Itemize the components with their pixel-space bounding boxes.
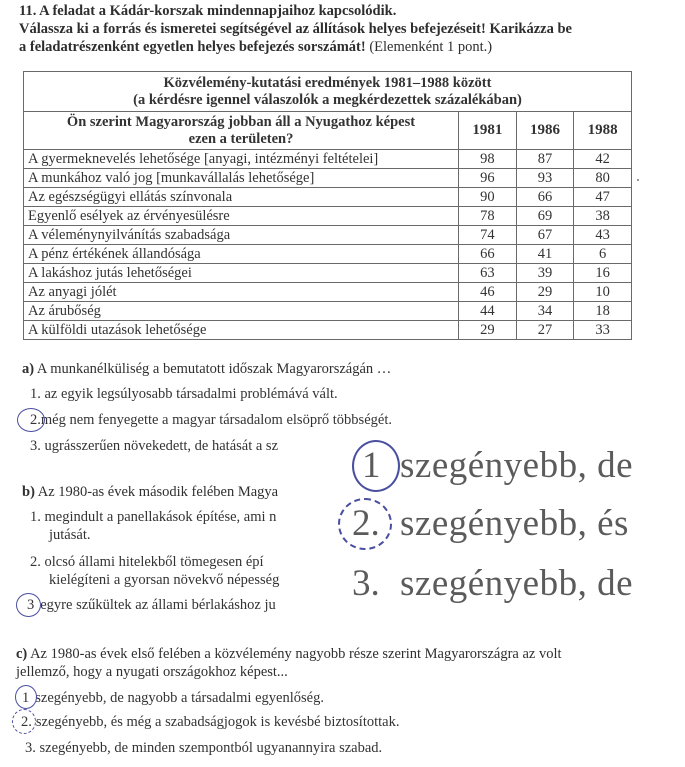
- row-value-1986: 66: [516, 188, 574, 207]
- option-text: olcsó állami hitelekből tömegesen épí: [40, 554, 264, 570]
- option-text: szegényebb, de nagyobb a társadalmi egyenlőség.: [35, 690, 324, 706]
- row-value-1981: 98: [459, 150, 517, 169]
- row-label: A véleménynyilvánítás szabadsága: [24, 226, 459, 245]
- option-text: az egyik legsúlyosabb társadalmi problémává vált.: [40, 386, 338, 402]
- option-number: 2.: [21, 714, 32, 730]
- option-c-3[interactable]: [25, 739, 382, 757]
- option-c-2[interactable]: [21, 713, 399, 731]
- zoom-option-text: szegényebb, és: [400, 503, 629, 544]
- option-number: 1: [22, 690, 30, 706]
- question-header: [24, 112, 459, 150]
- task-instruction-line: [19, 38, 572, 56]
- option-b-2[interactable]: [30, 553, 279, 589]
- answer-circle-mark: [15, 685, 37, 709]
- answer-circle-mark: [16, 593, 41, 617]
- row-value-1986: 29: [516, 283, 574, 302]
- zoom-dashed-circle: [338, 498, 392, 550]
- row-value-1986: 39: [516, 264, 574, 283]
- task-title: 11. A feladat a Kádár-korszak mindennapjaihoz kapcsolódik.: [19, 3, 397, 19]
- zoom-option-text: szegényebb, de: [400, 563, 634, 604]
- question-stem-text: jellemző, hogy a nyugati országokhoz képest...: [16, 664, 288, 680]
- zoom-option-text: szegényebb, de: [400, 445, 634, 486]
- question-stem-text: A munkanélküliség a bemutatott időszak Magyarországán …: [34, 361, 392, 377]
- question-letter: a): [22, 361, 35, 377]
- question-a-stem: [22, 360, 391, 378]
- table-row: [24, 264, 632, 283]
- option-text: szegényebb, és még a szabadságjogok is kevésbé biztosítottak.: [35, 714, 400, 730]
- row-label: Az árubőség: [24, 302, 459, 321]
- row-value-1981: 96: [459, 169, 517, 188]
- row-label: Az anyagi jólét: [24, 283, 459, 302]
- row-value-1988: 80: [574, 169, 632, 188]
- row-value-1986: 27: [516, 321, 574, 340]
- table-header-row: [24, 112, 632, 150]
- row-value-1988: 16: [574, 264, 632, 283]
- zoom-option-number: 1: [362, 445, 381, 486]
- question-letter: b): [22, 484, 35, 500]
- table-row: [24, 321, 632, 340]
- row-label: A gyermeknevelés lehetősége [anyagi, intézményi feltételei]: [24, 150, 459, 169]
- option-text-continued: kielégíteni a gyorsan növekvő népesség: [49, 572, 280, 588]
- row-value-1986: 67: [516, 226, 574, 245]
- table-row: [24, 302, 632, 321]
- option-c-1[interactable]: [22, 689, 324, 707]
- task-instruction-line: Válassza ki a forrás és ismeretei segítségével az állítások helyes befejezéseit! Karikázza be: [19, 21, 572, 37]
- row-value-1986: 87: [516, 150, 574, 169]
- table-row: [24, 245, 632, 264]
- zoom-option-number: 2.: [352, 503, 380, 544]
- row-label: A pénz értékének állandósága: [24, 245, 459, 264]
- option-number: 1.: [30, 509, 41, 525]
- option-text: egyre szűkültek az állami bérlakáshoz ju: [40, 597, 276, 613]
- row-value-1981: 63: [459, 264, 517, 283]
- question-letter: c): [16, 646, 28, 662]
- option-number: 2.: [30, 554, 41, 570]
- table-title-row: [24, 72, 632, 112]
- option-a-3[interactable]: [30, 437, 278, 455]
- option-text: ugrásszerűen növekedett, de hatását a sz: [40, 438, 279, 454]
- table-row: [24, 169, 632, 188]
- zoom-answer-circle: [352, 440, 400, 492]
- year-header: 1981: [459, 112, 517, 150]
- option-text: megindult a panellakások építése, ami n: [40, 509, 277, 525]
- row-value-1981: 66: [459, 245, 517, 264]
- table-title-line: Közvélemény-kutatási eredmények 1981–1988 között: [163, 75, 492, 91]
- row-label: A munkához való jog [munkavállalás lehetősége]: [24, 169, 459, 188]
- row-value-1986: 34: [516, 302, 574, 321]
- option-number: 1.: [30, 386, 41, 402]
- row-value-1981: 74: [459, 226, 517, 245]
- year-header: 1988: [574, 112, 632, 150]
- row-label: Egyenlő esélyek az érvényesülésre: [24, 207, 459, 226]
- table-row: [24, 207, 632, 226]
- row-label: A lakáshoz jutás lehetőségei: [24, 264, 459, 283]
- year-header: 1986: [516, 112, 574, 150]
- answer-circle-mark: [17, 408, 45, 432]
- row-value-1981: 44: [459, 302, 517, 321]
- option-a-2[interactable]: [30, 411, 392, 429]
- row-value-1981: 46: [459, 283, 517, 302]
- table-title: [24, 72, 632, 112]
- row-label: A külföldi utazások lehetősége: [24, 321, 459, 340]
- row-value-1986: 41: [516, 245, 574, 264]
- option-b-1[interactable]: [30, 508, 276, 544]
- task-instruction-bold: a feladatrészenként egyetlen helyes befejezés sorszámát!: [19, 39, 366, 55]
- row-value-1988: 47: [574, 188, 632, 207]
- option-b-3[interactable]: [27, 596, 276, 614]
- table-subtitle-line: (a kérdésre igennel válaszolók a megkérdezettek százalékában): [133, 92, 522, 108]
- row-value-1981: 90: [459, 188, 517, 207]
- question-header-line: ezen a területen?: [188, 130, 294, 147]
- option-number: 3.: [25, 740, 36, 756]
- table-row: [24, 188, 632, 207]
- table-row: [24, 226, 632, 245]
- row-value-1988: 33: [574, 321, 632, 340]
- task-points-note: (Elemenként 1 pont.): [365, 39, 493, 55]
- stray-mark: [637, 179, 639, 181]
- question-stem-text: Az 1980-as évek második felében Magya: [34, 484, 279, 500]
- zoom-option-number: 3.: [352, 563, 380, 604]
- option-text: szegényebb, de minden szempontból ugyanannyira szabad.: [35, 740, 383, 756]
- question-c-stem: [16, 645, 562, 681]
- question-stem-text: Az 1980-as évek első felében a közvélemény nagyobb része szerint Magyarországra az volt: [27, 646, 562, 662]
- row-value-1981: 78: [459, 207, 517, 226]
- row-value-1986: 93: [516, 169, 574, 188]
- row-value-1988: 18: [574, 302, 632, 321]
- row-value-1986: 69: [516, 207, 574, 226]
- table-row: [24, 283, 632, 302]
- option-text-continued: jutását.: [49, 527, 91, 543]
- option-text: még nem fenyegette a magyar társadalom elsöprő többségét.: [40, 412, 392, 428]
- option-number: 3.: [30, 438, 41, 454]
- option-a-1[interactable]: [30, 385, 338, 403]
- option-number: 3: [27, 597, 35, 613]
- question-b-stem: [22, 483, 278, 501]
- row-label: Az egészségügyi ellátás színvonala: [24, 188, 459, 207]
- table-row: [24, 150, 632, 169]
- row-value-1981: 29: [459, 321, 517, 340]
- option-number: 2.: [30, 412, 41, 428]
- zoomed-answer-overlay: [330, 440, 650, 615]
- row-value-1988: 42: [574, 150, 632, 169]
- dashed-circle-mark: [12, 709, 36, 734]
- task-intro: [19, 2, 572, 56]
- row-value-1988: 43: [574, 226, 632, 245]
- survey-table: [23, 71, 632, 340]
- row-value-1988: 6: [574, 245, 632, 264]
- row-value-1988: 38: [574, 207, 632, 226]
- row-value-1988: 10: [574, 283, 632, 302]
- question-header-line: Ön szerint Magyarország jobban áll a Nyugathoz képest: [66, 113, 416, 130]
